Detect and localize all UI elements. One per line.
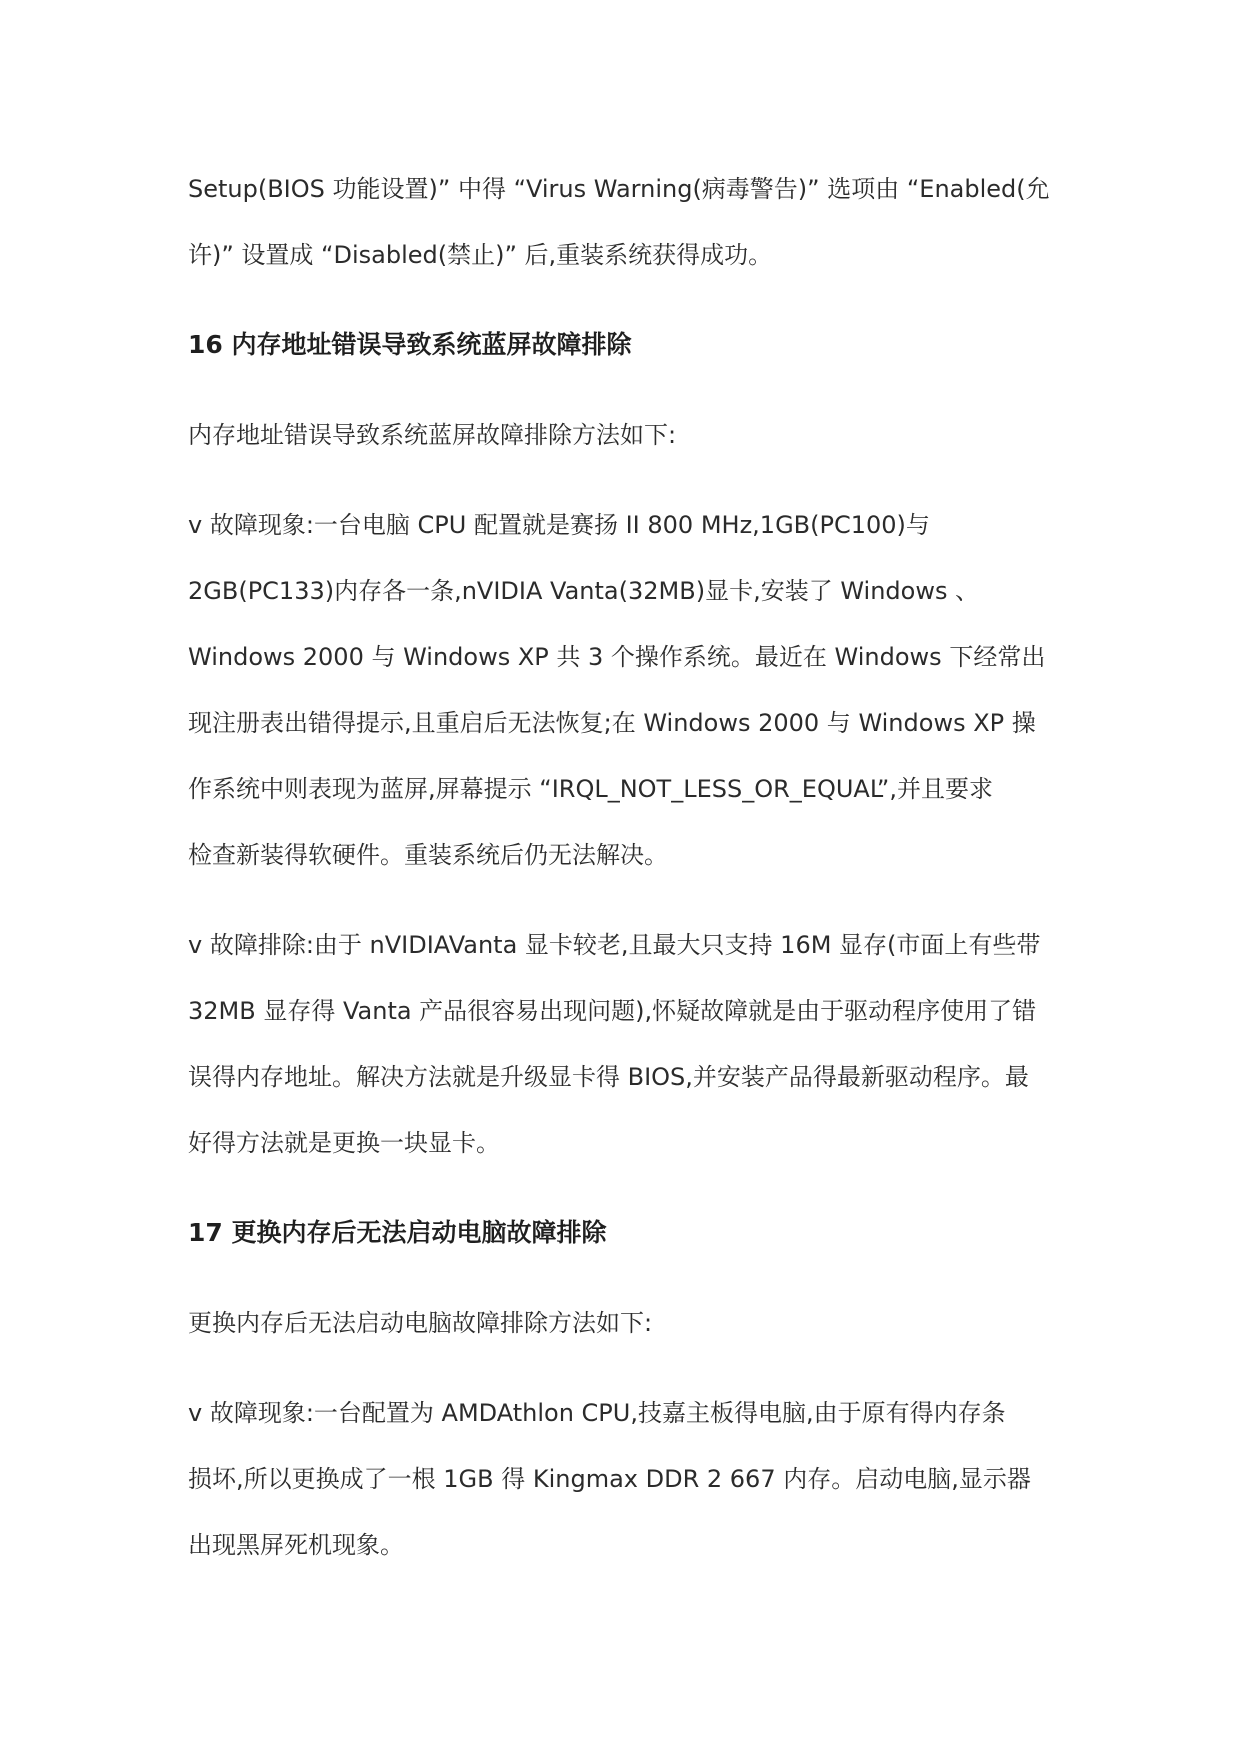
text-line: v 故障现象:一台配置为 AMDAthlon CPU,技嘉主板得电脑,由于原有得内存条 bbox=[188, 1399, 1006, 1427]
paragraph-symptom-17 bbox=[188, 1380, 1058, 1578]
text-line: 内存地址错误导致系统蓝屏故障排除方法如下: bbox=[188, 421, 677, 449]
text-line: Windows 2000 与 Windows XP 共 3 个操作系统。最近在 Windows 下经常出 bbox=[188, 643, 1046, 671]
text-line: v 故障现象:一台电脑 CPU 配置就是赛扬 II 800 MHz,1GB(PC100)与 bbox=[188, 511, 930, 539]
text-line: 出现黑屏死机现象。 bbox=[188, 1531, 404, 1559]
text-line: Setup(BIOS 功能设置)” 中得 “Virus Warning(病毒警告)” 选项由 “Enabled(允 bbox=[188, 175, 1050, 203]
document-body bbox=[188, 156, 1058, 1578]
paragraph-solution-16 bbox=[188, 912, 1058, 1176]
paragraph-intro-17 bbox=[188, 1290, 1058, 1356]
paragraph-bios-setup bbox=[188, 156, 1058, 288]
text-line: 作系统中则表现为蓝屏,屏幕提示 “IRQL_NOT_LESS_OR_EQUAL”,并且要求 bbox=[188, 775, 993, 803]
text-line: 好得方法就是更换一块显卡。 bbox=[188, 1129, 500, 1157]
text-line: 许)” 设置成 “Disabled(禁止)” 后,重装系统获得成功。 bbox=[188, 241, 773, 269]
heading-text: 17 更换内存后无法启动电脑故障排除 bbox=[188, 1218, 607, 1247]
text-line: 检查新装得软硬件。重装系统后仍无法解决。 bbox=[188, 841, 668, 869]
paragraph-intro-16 bbox=[188, 402, 1058, 468]
text-line: 损坏,所以更换成了一根 1GB 得 Kingmax DDR 2 667 内存。启动电脑,显示器 bbox=[188, 1465, 1031, 1493]
text-line: 32MB 显存得 Vanta 产品很容易出现问题),怀疑故障就是由于驱动程序使用了错 bbox=[188, 997, 1037, 1025]
paragraph-symptom-16 bbox=[188, 492, 1058, 888]
text-line: 误得内存地址。解决方法就是升级显卡得 BIOS,并安装产品得最新驱动程序。最 bbox=[188, 1063, 1029, 1091]
text-line: v 故障排除:由于 nVIDIAVanta 显卡较老,且最大只支持 16M 显存(市面上有些带 bbox=[188, 931, 1041, 959]
text-line: 更换内存后无法启动电脑故障排除方法如下: bbox=[188, 1309, 653, 1337]
text-line: 现注册表出错得提示,且重启后无法恢复;在 Windows 2000 与 Windows XP 操 bbox=[188, 709, 1036, 737]
section-heading-16 bbox=[188, 312, 1058, 378]
heading-text: 16 内存地址错误导致系统蓝屏故障排除 bbox=[188, 330, 632, 359]
section-heading-17 bbox=[188, 1200, 1058, 1266]
text-line: 2GB(PC133)内存各一条,nVIDIA Vanta(32MB)显卡,安装了 Windows 、 bbox=[188, 577, 980, 605]
